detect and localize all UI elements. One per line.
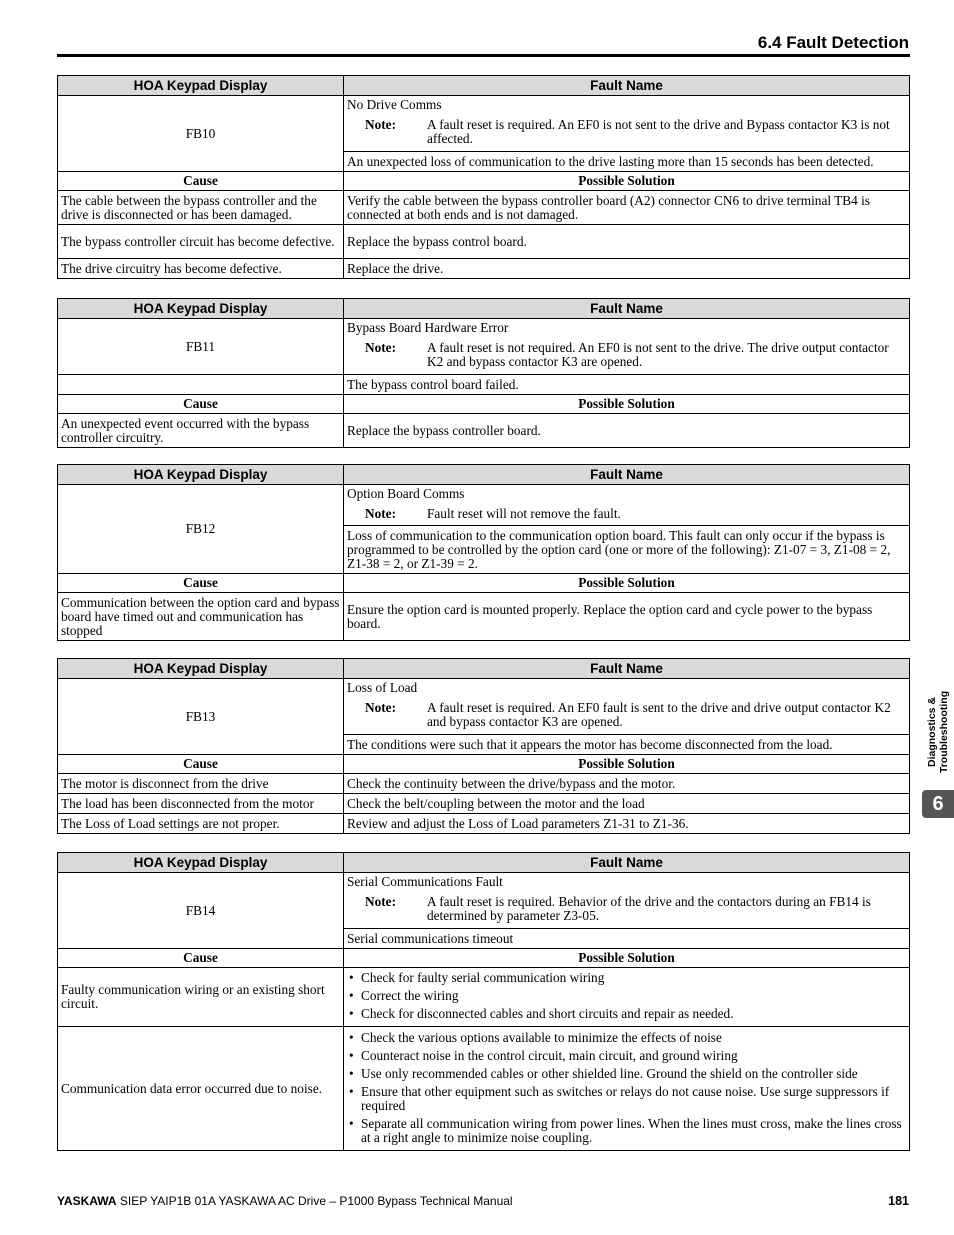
cause-header: Cause <box>58 574 344 593</box>
note-text: A fault reset is not required. An EF0 is not sent to the drive. The drive output contactor K2 and bypass contactor K3 are opened. <box>427 340 889 369</box>
empty-cell <box>58 375 344 395</box>
fault-name: Option Board Comms <box>347 486 465 501</box>
solution-cell: Verify the cable between the bypass controller board (A2) connector CN6 to drive terminal TB4 is connected at both ends and is not damaged. <box>344 191 910 225</box>
note-text: Fault reset will not remove the fault. <box>427 506 621 521</box>
fault-name-header: Fault Name <box>344 76 910 96</box>
fault-description: An unexpected loss of communication to the drive lasting more than 15 seconds has been detected. <box>344 152 910 172</box>
solution-bullet: • Check for faulty serial communication wiring <box>347 971 906 985</box>
solution-cell: Check the continuity between the drive/bypass and the motor. <box>344 774 910 794</box>
fault-table-fb14 <box>57 852 910 1151</box>
hoa-header: HOA Keypad Display <box>58 853 344 873</box>
solution-cell: Check the belt/coupling between the motor and the load <box>344 794 910 814</box>
page-number: 181 <box>888 1194 909 1208</box>
fault-name-header: Fault Name <box>344 853 910 873</box>
header-rule <box>57 54 910 57</box>
solution-bullet: • Check for disconnected cables and short circuits and repair as needed. <box>347 1007 906 1021</box>
solution-header: Possible Solution <box>344 574 910 593</box>
side-tab-line1: Diagnostics & <box>926 697 938 768</box>
fault-name: Loss of Load <box>347 680 418 695</box>
fault-code: FB14 <box>58 873 344 949</box>
solution-header: Possible Solution <box>344 172 910 191</box>
solution-bullet: • Check the various options available to minimize the effects of noise <box>347 1031 906 1045</box>
solution-cell: Replace the bypass control board. <box>344 225 910 259</box>
fault-name: Bypass Board Hardware Error <box>347 320 509 335</box>
fault-code: FB12 <box>58 485 344 574</box>
cause-cell: The load has been disconnected from the motor <box>58 794 344 814</box>
fault-name-cell <box>344 319 910 375</box>
solution-cell <box>344 968 910 1027</box>
fault-description: Serial communications timeout <box>344 929 910 949</box>
fault-table-fb12 <box>57 464 910 641</box>
fault-description: The bypass control board failed. <box>344 375 910 395</box>
fault-table-fb13 <box>57 658 910 834</box>
footer-text <box>57 1194 513 1208</box>
solution-header: Possible Solution <box>344 755 910 774</box>
solution-bullet: • Counteract noise in the control circuit, main circuit, and ground wiring <box>347 1049 906 1063</box>
cause-header: Cause <box>58 755 344 774</box>
fault-name: No Drive Comms <box>347 97 442 112</box>
fault-name-cell <box>344 485 910 526</box>
solution-bullet: • Use only recommended cables or other shielded line. Ground the shield on the controller side <box>347 1067 906 1081</box>
cause-cell: The drive circuitry has become defective. <box>58 259 344 279</box>
fault-name-header: Fault Name <box>344 299 910 319</box>
fault-code: FB13 <box>58 679 344 755</box>
solution-bullet: • Ensure that other equipment such as switches or relays do not cause noise. Use surge suppressors if required <box>347 1085 906 1113</box>
note-label: Note: <box>365 117 397 132</box>
cause-header: Cause <box>58 395 344 414</box>
page-section-title: 6.4 Fault Detection <box>757 33 909 52</box>
hoa-header: HOA Keypad Display <box>58 76 344 96</box>
note-text: A fault reset is required. Behavior of the drive and the contactors during an FB14 is determined by parameter Z3-05. <box>427 894 871 923</box>
footer-manual-title: SIEP YAIP1B 01A YASKAWA AC Drive – P1000 Bypass Technical Manual <box>116 1194 513 1208</box>
fault-name-header: Fault Name <box>344 465 910 485</box>
fault-name-header: Fault Name <box>344 659 910 679</box>
solution-cell <box>344 1027 910 1151</box>
solution-cell: Replace the drive. <box>344 259 910 279</box>
cause-cell: The cable between the bypass controller and the drive is disconnected or has been damaged. <box>58 191 344 225</box>
cause-cell: The Loss of Load settings are not proper. <box>58 814 344 834</box>
cause-cell: Faulty communication wiring or an existing short circuit. <box>58 968 344 1027</box>
fault-code: FB10 <box>58 96 344 172</box>
chapter-number-tab: 6 <box>922 790 954 818</box>
note-text: A fault reset is required. An EF0 fault is sent to the drive and drive output contactor K2 and bypass contactor K3 are opened. <box>427 700 891 729</box>
fault-table-fb10 <box>57 75 910 279</box>
note-label: Note: <box>365 700 397 715</box>
footer-brand: YASKAWA <box>57 1194 117 1208</box>
cause-cell: The bypass controller circuit has become defective. <box>58 225 344 259</box>
cause-header: Cause <box>58 949 344 968</box>
cause-cell: Communication data error occurred due to noise. <box>58 1027 344 1151</box>
fault-description: The conditions were such that it appears the motor has become disconnected from the load. <box>344 735 910 755</box>
solution-cell: Ensure the option card is mounted properly. Replace the option card and cycle power to the bypass board. <box>344 593 910 641</box>
fault-name-cell <box>344 679 910 735</box>
note-label: Note: <box>365 340 397 355</box>
hoa-header: HOA Keypad Display <box>58 299 344 319</box>
solution-bullet: • Correct the wiring <box>347 989 906 1003</box>
note-label: Note: <box>365 506 397 521</box>
hoa-header: HOA Keypad Display <box>58 465 344 485</box>
note-text: A fault reset is required. An EF0 is not sent to the drive and Bypass contactor K3 is not affected. <box>427 117 890 146</box>
fault-name-cell <box>344 873 910 929</box>
hoa-header: HOA Keypad Display <box>58 659 344 679</box>
fault-code: FB11 <box>58 319 344 375</box>
solution-cell: Review and adjust the Loss of Load parameters Z1-31 to Z1-36. <box>344 814 910 834</box>
solution-cell: Replace the bypass controller board. <box>344 414 910 448</box>
fault-description: Loss of communication to the communication option board. This fault can only occur if the bypass is programmed to be controlled by the option card (one or more of the following): Z1-07 = 3, Z1-08 = 2, Z1-38 = 2, or Z1-39 = 2. <box>344 526 910 574</box>
solution-header: Possible Solution <box>344 395 910 414</box>
note-label: Note: <box>365 894 397 909</box>
solution-bullet: • Separate all communication wiring from power lines. When the lines must cross, make the lines cross at a right angle to minimize noise coupling. <box>347 1117 906 1145</box>
side-tab-line2: Troubleshooting <box>938 690 950 774</box>
fault-name: Serial Communications Fault <box>347 874 503 889</box>
cause-cell: Communication between the option card and bypass board have timed out and communication has stopped <box>58 593 344 641</box>
solution-header: Possible Solution <box>344 949 910 968</box>
cause-cell: An unexpected event occurred with the bypass controller circuitry. <box>58 414 344 448</box>
fault-table-fb11 <box>57 298 910 448</box>
side-tab-label <box>922 682 954 782</box>
cause-header: Cause <box>58 172 344 191</box>
cause-cell: The motor is disconnect from the drive <box>58 774 344 794</box>
fault-name-cell <box>344 96 910 152</box>
